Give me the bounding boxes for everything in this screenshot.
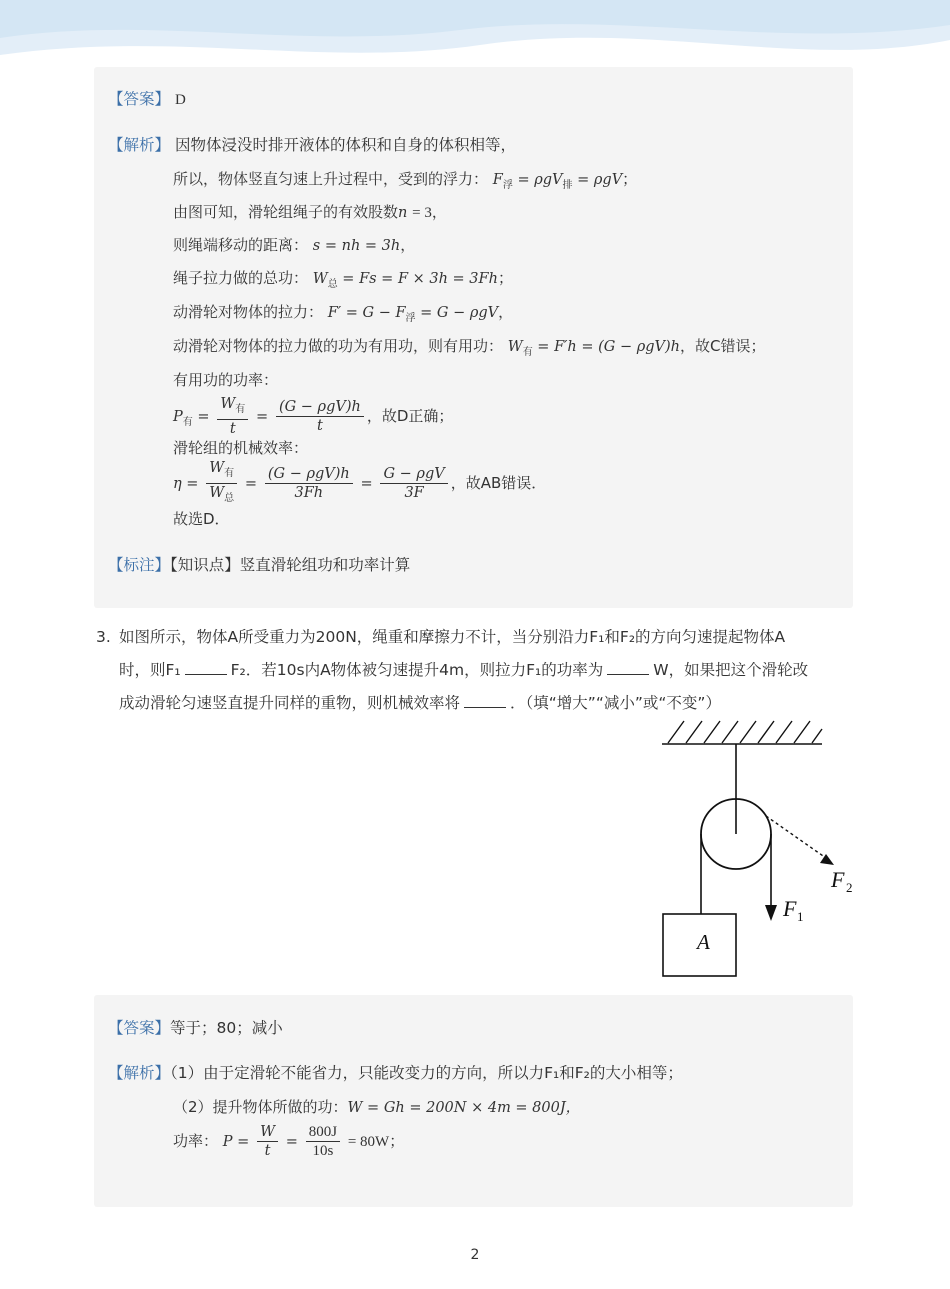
header-wave-decoration	[0, 0, 950, 70]
note-text: 【知识点】竖直滑轮组功和功率计算	[170, 556, 411, 574]
efficiency-formula: η = $\frac{W_有}{W_总}$ = $\frac{\text{(G − ρgV)h}}{3Fh}$ = $\frac{\text{G − ρgV}}{3F}$ ，故AB错误．	[173, 460, 547, 504]
analysis3-line-2: （2）提升物体所做的功：W = Gh = 200N × 4m = 800J，	[173, 1098, 581, 1116]
f1-subscript: 1	[797, 909, 804, 924]
analysis-line-8: 有用功的功率：	[173, 371, 279, 389]
analysis3-row	[108, 1062, 683, 1084]
question-line-2: 时，则F₁ F₂．若10s内A物体被匀速提升4m，则拉力F₁的功率为 W，如果把这个滑轮改	[119, 661, 809, 679]
power-formula: $P_有$ = $\frac{W_有}{t}$ = $\frac{\text{(G − ρgV)h}}{t}$ ，故D正确；	[173, 396, 454, 437]
page-number: 2	[470, 1247, 480, 1263]
analysis-line-7: 动滑轮对物体的拉力做的功为有用功，则有用功： $W_有 = F'h = (G - \rho gV)h$，故C错误；	[173, 337, 766, 358]
analysis-line-1: 因物体浸没时排开液体的体积和自身的体积相等，	[174, 136, 516, 154]
analysis-line-9: 滑轮组的机械效率：	[173, 439, 309, 457]
question-line-1: 如图所示，物体A所受重力为200N，绳重和摩擦力不计，当分别沿力F₁和F₂的方向匀速提起物体A	[119, 628, 786, 646]
answer-blank-1[interactable]	[185, 660, 227, 675]
answer-row	[108, 88, 186, 111]
f2-subscript: 2	[846, 880, 853, 895]
pulley-diagram	[650, 715, 870, 985]
answer-blank-2[interactable]	[607, 660, 649, 675]
answer3-row	[108, 1017, 283, 1039]
f2-dashed-line	[766, 816, 826, 858]
f1-label: F	[783, 896, 797, 921]
analysis-line-2: 所以，物体竖直匀速上升过程中，受到的浮力： $F_浮 = \rho gV_排 = \rho gV$；	[173, 170, 638, 191]
answer3-value: 等于；80；减小	[170, 1019, 283, 1037]
f1-arrowhead	[765, 905, 777, 921]
question-line-3: 成动滑轮匀速竖直提升同样的重物，则机械效率将 ．（填“增大”“减小”或“不变”）	[119, 694, 721, 712]
analysis-line-3: 由图可知，滑轮组绳子的有效股数n = 3，	[173, 203, 447, 221]
analysis-row	[108, 134, 516, 156]
analysis3-tag: 【解析】	[108, 1064, 171, 1082]
answer3-tag: 【答案】	[108, 1019, 171, 1037]
answer-blank-3[interactable]	[464, 693, 506, 708]
analysis-tag: 【解析】	[108, 136, 171, 154]
block-a-label: A	[697, 930, 710, 954]
analysis3-line-1: （1）由于定滑轮不能省力，只能改变力的方向，所以力F₁和F₂的大小相等；	[170, 1064, 683, 1082]
f2-label: F	[831, 867, 845, 892]
note-row	[108, 554, 410, 576]
analysis3-line-3: 功率： P = $\frac{W}{t}$ = $\frac{800J}{10s}$ = 80W；	[173, 1124, 405, 1159]
answer-value: D	[174, 92, 186, 108]
analysis-line-10: 故选D．	[173, 510, 230, 528]
analysis-line-5: 绳子拉力做的总功： $W_总 = Fs = F \times 3h = 3Fh$；	[173, 269, 513, 290]
note-tag: 【标注】	[108, 556, 171, 574]
answer-tag: 【答案】	[108, 90, 171, 108]
ceiling-hatch	[668, 721, 822, 743]
question-number: 3.	[96, 628, 111, 646]
analysis-line-4: 则绳端移动的距离： s = nh = 3h，	[173, 236, 416, 254]
analysis-line-6: 动滑轮对物体的拉力： $F' = G - F_浮 = G - \rho gV$，	[173, 303, 514, 324]
